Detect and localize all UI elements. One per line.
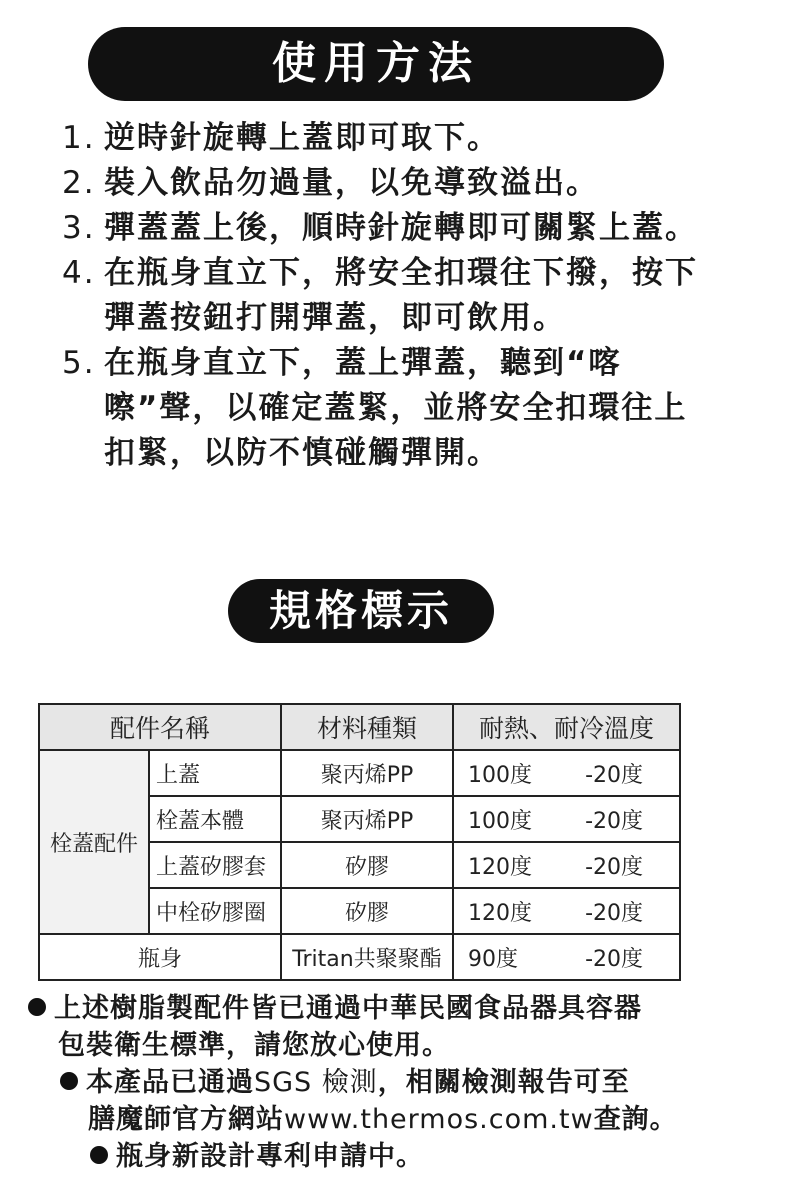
group-label: 栓蓋配件: [39, 750, 149, 934]
part-name: 上蓋: [149, 750, 281, 796]
cold-temp: -20度: [585, 808, 643, 834]
spec-table: [38, 703, 681, 981]
usage-steps-list: [62, 116, 782, 476]
spec-table-header: [39, 704, 680, 750]
material: 聚丙烯PP: [281, 750, 453, 796]
note-text: SGS 檢測: [254, 1067, 378, 1098]
step-text: 彈蓋蓋上後，順時針旋轉即可關緊上蓋。: [104, 210, 698, 246]
material: 矽膠: [281, 888, 453, 934]
spec-section-title: 規格標示: [228, 579, 494, 643]
part-name: 栓蓋本體: [149, 796, 281, 842]
cold-temp: -20度: [585, 900, 643, 926]
header-temperature: 耐熱、耐冷溫度: [453, 704, 680, 750]
cold-temp: -20度: [585, 762, 643, 788]
cold-temp: -20度: [585, 854, 643, 880]
cold-temp: -20度: [585, 946, 643, 972]
note-3: [28, 1138, 788, 1175]
material: 矽膠: [281, 842, 453, 888]
step-number: 5.: [62, 345, 96, 381]
step-number: 4.: [62, 255, 96, 291]
note-text: ，相關檢測報告可至: [377, 1067, 630, 1098]
step-text: 在瓶身直立下，將安全扣環往下撥，按下彈蓋按鈕打開彈蓋，即可飲用。: [104, 255, 698, 336]
step-text: 在瓶身直立下，蓋上彈蓋，聽到“喀嚓”聲，以確定蓋緊，並將安全扣環往上扣緊，以防不慎碰觸彈開。: [104, 345, 688, 471]
note-1-continued: [28, 1027, 788, 1064]
note-text: 膳魔師官方網站: [88, 1104, 284, 1135]
temperature-cell: [453, 750, 680, 796]
step-2: [62, 161, 782, 206]
step-3: [62, 206, 782, 251]
heat-temp: 90度: [468, 946, 518, 972]
note-2-continued: [28, 1101, 788, 1138]
bullet-icon: [28, 998, 46, 1016]
bullet-icon: [90, 1146, 108, 1164]
note-text: 上述樹脂製配件皆已通過中華民國食品器具容器: [54, 993, 642, 1024]
part-name: 上蓋矽膠套: [149, 842, 281, 888]
step-4: [62, 251, 782, 341]
material: 聚丙烯PP: [281, 796, 453, 842]
part-name: 瓶身: [39, 934, 281, 980]
material: Tritan共聚聚酯: [281, 934, 453, 980]
step-number: 2.: [62, 165, 96, 201]
note-text: 查詢。: [593, 1104, 678, 1135]
temperature-cell: [453, 888, 680, 934]
temperature-cell: [453, 796, 680, 842]
heat-temp: 100度: [468, 808, 532, 834]
note-text: 本產品已通過: [86, 1067, 254, 1098]
heat-temp: 120度: [468, 900, 532, 926]
note-text: 瓶身新設計專利申請中。: [116, 1141, 424, 1172]
note-1: [28, 990, 788, 1027]
table-row: [39, 750, 680, 796]
step-number: 3.: [62, 210, 96, 246]
note-text: 包裝衛生標準，請您放心使用。: [58, 1030, 450, 1061]
heat-temp: 100度: [468, 762, 532, 788]
step-text: 逆時針旋轉上蓋即可取下。: [104, 120, 500, 156]
step-1: [62, 116, 782, 161]
part-name: 中栓矽膠圈: [149, 888, 281, 934]
website-text: www.thermos.com.tw: [284, 1104, 594, 1135]
step-number: 1.: [62, 120, 96, 156]
header-material: 材料種類: [281, 704, 453, 750]
bullet-icon: [60, 1072, 78, 1090]
table-row: [39, 934, 680, 980]
usage-section-title: 使用方法: [88, 27, 664, 101]
heat-temp: 120度: [468, 854, 532, 880]
note-2: [28, 1064, 788, 1101]
step-text: 裝入飲品勿過量，以免導致溢出。: [104, 165, 599, 201]
temperature-cell: [453, 842, 680, 888]
step-5: [62, 341, 782, 476]
header-part-name: 配件名稱: [39, 704, 281, 750]
notes-section: [28, 990, 788, 1175]
temperature-cell: [453, 934, 680, 980]
